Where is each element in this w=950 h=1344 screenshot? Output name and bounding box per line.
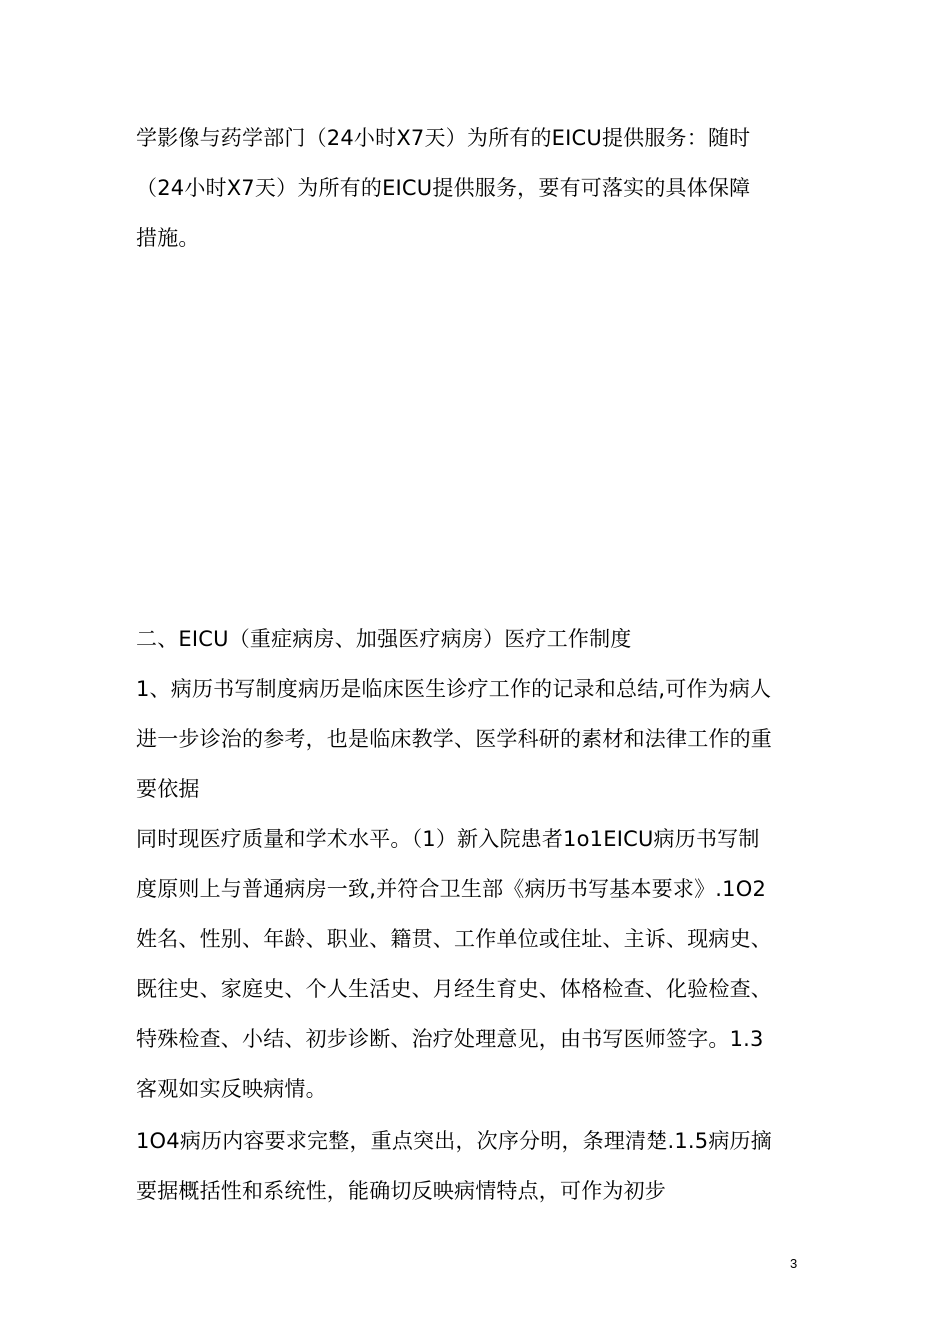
paragraph-3-line-1: 同时现医疗质量和学术水平。（1）新入院患者1o1EICU病历书写制 <box>136 827 760 851</box>
paragraph-1-line-3: 措施。 <box>136 226 200 250</box>
paragraph-1-line-1: 学影像与药学部门（24小时X7天）为所有的EICU提供服务：随时 <box>136 126 751 150</box>
paragraph-3-line-5: 特殊检查、小结、初步诊断、治疗处理意见，由书写医师签字。1.3 <box>136 1027 764 1051</box>
paragraph-1-line-2: （24小时X7天）为所有的EICU提供服务，要有可落实的具体保障 <box>136 176 751 200</box>
section-heading: 二、EICU（重症病房、加强医疗病房）医疗工作制度 <box>136 627 632 651</box>
paragraph-2-line-2: 进一步诊治的参考，也是临床教学、医学科研的素材和法律工作的重 <box>136 727 772 751</box>
paragraph-3-line-3: 姓名、性别、年龄、职业、籍贯、工作单位或住址、主诉、现病史、 <box>136 927 772 951</box>
paragraph-2-line-1: 1、病历书写制度病历是临床医生诊疗工作的记录和总结,可作为病人 <box>136 677 772 701</box>
page-number: 3 <box>790 1256 798 1271</box>
paragraph-3-line-6: 客观如实反映病情。 <box>136 1077 327 1101</box>
paragraph-2-line-3: 要依据 <box>136 777 200 801</box>
paragraph-3-line-2: 度原则上与普通病房一致,并符合卫生部《病历书写基本要求》.1O2 <box>136 877 766 901</box>
paragraph-4-line-1: 1O4病历内容要求完整，重点突出，次序分明，条理清楚.1.5病历摘 <box>136 1129 772 1153</box>
paragraph-4-line-2: 要据概括性和系统性，能确切反映病情特点，可作为初步 <box>136 1179 666 1203</box>
paragraph-3-line-4: 既往史、家庭史、个人生活史、月经生育史、体格检查、化验检查、 <box>136 977 772 1001</box>
